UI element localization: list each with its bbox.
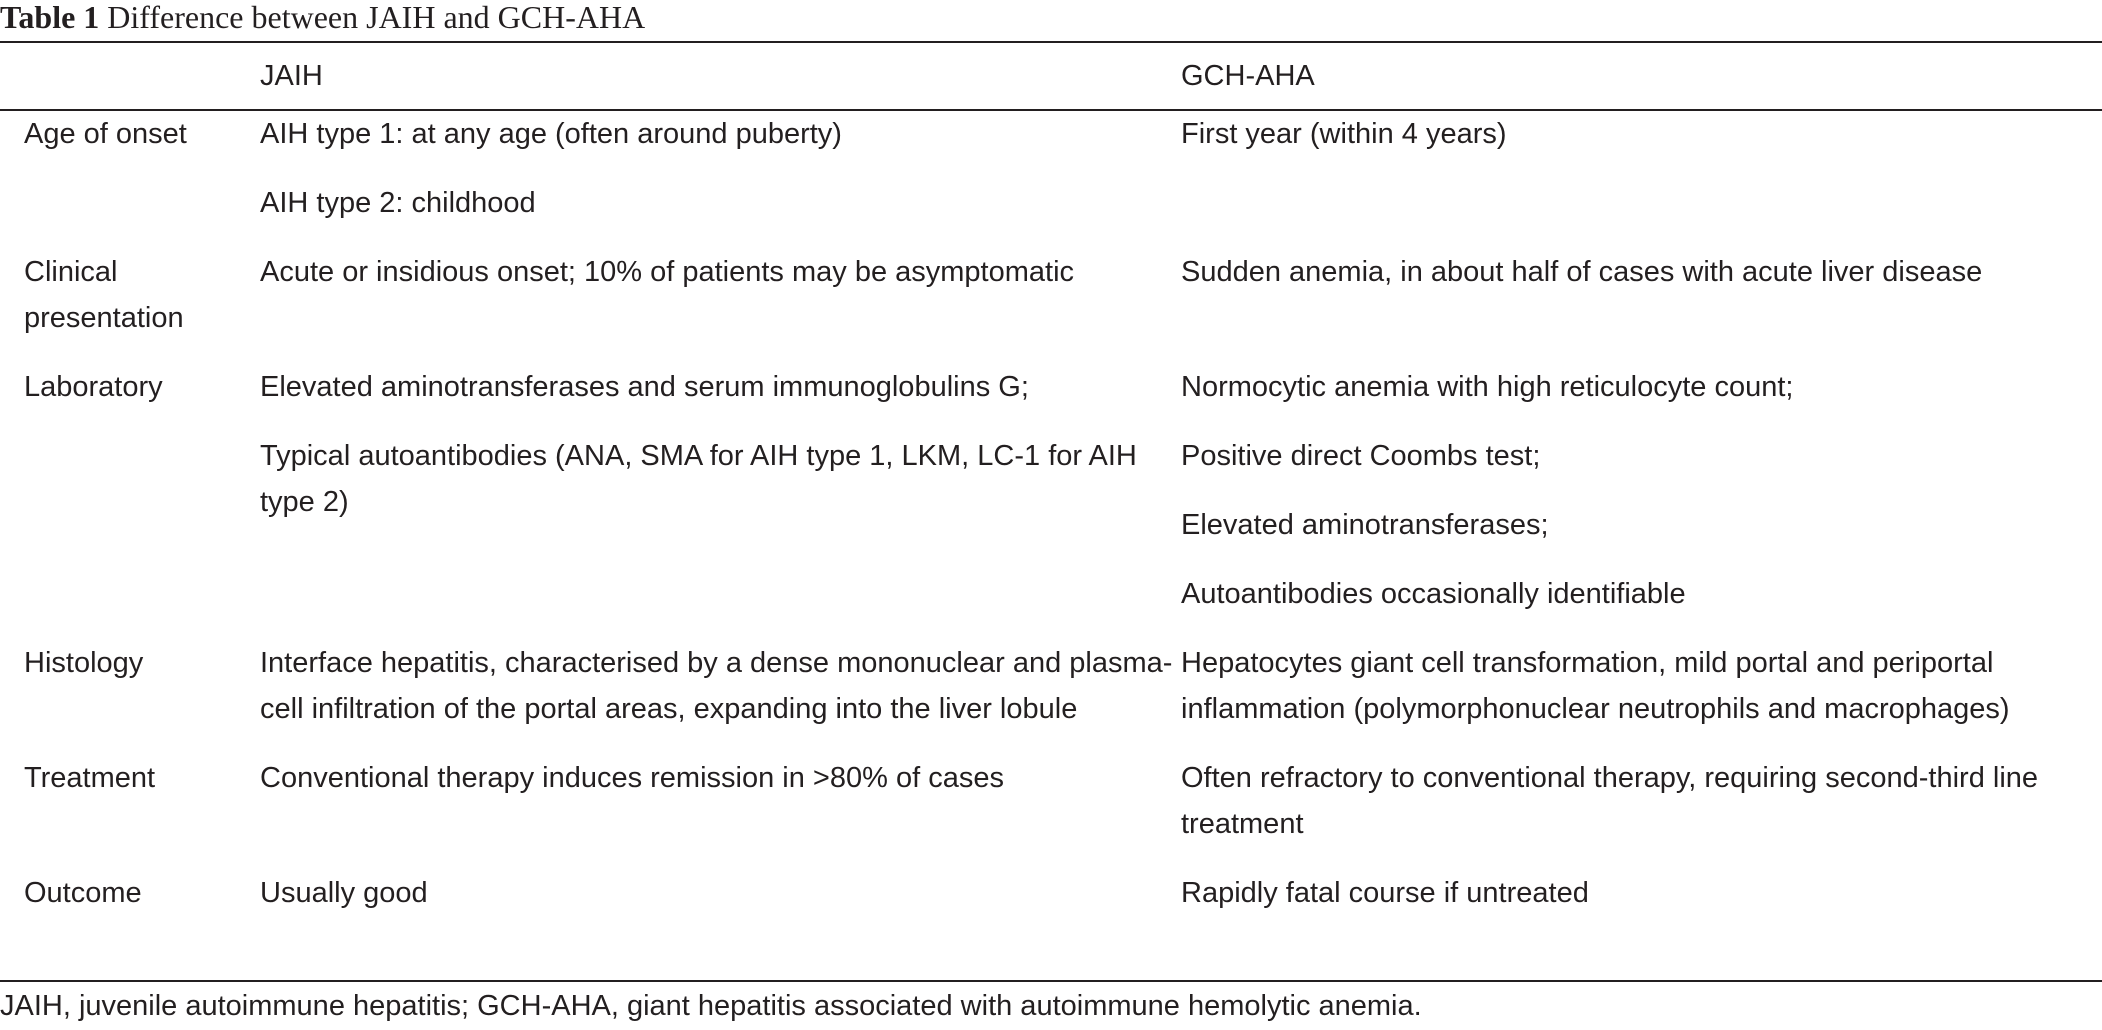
row-label-treatment: Treatment (24, 762, 156, 794)
cell-text: Autoantibodies occasionally identifiable (1181, 578, 1686, 610)
row-label-histology: Histology (24, 647, 144, 679)
table-row (0, 249, 2102, 364)
cell-text: Usually good (260, 877, 428, 909)
table-row (0, 870, 2102, 916)
header-cell-jaih: JAIH (260, 60, 323, 92)
cell-text: Elevated aminotransferases; (1181, 509, 1549, 541)
cell-jaih (260, 870, 1181, 916)
cell-text: First year (within 4 years) (1181, 118, 1507, 150)
cell-jaih (260, 755, 1181, 870)
cell-text: Sudden anemia, in about half of cases with acute liver disease (1181, 256, 1983, 288)
cell-jaih (260, 640, 1181, 755)
row-label-age-of-onset: Age of onset (24, 118, 187, 150)
table-caption-text: Difference between JAIH and GCH-AHA (107, 0, 646, 35)
cell-text: Often refractory to conventional therapy, requiring second-third line treatment (1181, 762, 2039, 840)
cell-jaih (260, 364, 1181, 640)
cell-gch-aha (1181, 870, 2102, 916)
cell-gch-aha (1181, 249, 2102, 364)
cell-gch-aha (1181, 364, 2102, 640)
cell-text: Hepatocytes giant cell transformation, mild portal and periportal inflammation (polymorphonuclear neutrophils and macrophages) (1181, 647, 2010, 725)
cell-jaih (260, 249, 1181, 364)
table-row (0, 755, 2102, 870)
cell-text: Positive direct Coombs test; (1181, 440, 1541, 472)
cell-gch-aha (1181, 640, 2102, 755)
table-caption-label: Table 1 (0, 0, 100, 35)
table-header-row (0, 43, 2102, 111)
cell-jaih (260, 111, 1181, 249)
table-row (0, 111, 2102, 249)
table-caption (0, 0, 645, 40)
cell-text: Rapidly fatal course if untreated (1181, 877, 1589, 909)
header-cell-gch-aha: GCH-AHA (1181, 60, 1315, 92)
cell-text: Typical autoantibodies (ANA, SMA for AIH type 1, LKM, LC-1 for AIH type 2) (260, 440, 1137, 518)
cell-gch-aha (1181, 111, 2102, 249)
cell-text: AIH type 2: childhood (260, 187, 536, 219)
cell-gch-aha (1181, 755, 2102, 870)
table-footnote: JAIH, juvenile autoimmune hepatitis; GCH-AHA, giant hepatitis associated with autoimmune hemolytic anemia. (0, 990, 1422, 1022)
row-label-laboratory: Laboratory (24, 371, 163, 403)
bottom-rule (0, 980, 2102, 982)
comparison-table (0, 43, 2102, 916)
cell-text: Elevated aminotransferases and serum immunoglobulins G; (260, 371, 1029, 403)
cell-text: Acute or insidious onset; 10% of patients may be asymptomatic (260, 256, 1075, 288)
cell-text: Interface hepatitis, characterised by a dense mononuclear and plasma-cell infiltration of the portal areas, expanding into the liver lobule (260, 647, 1173, 725)
table-row (0, 640, 2102, 755)
header-cell-feature (0, 43, 260, 111)
cell-text: Normocytic anemia with high reticulocyte count; (1181, 371, 1794, 403)
cell-text: AIH type 1: at any age (often around puberty) (260, 118, 842, 150)
table-row (0, 364, 2102, 640)
row-label-clinical-presentation: Clinical presentation (24, 256, 184, 334)
row-label-outcome: Outcome (24, 877, 142, 909)
cell-text: Conventional therapy induces remission in >80% of cases (260, 762, 1004, 794)
